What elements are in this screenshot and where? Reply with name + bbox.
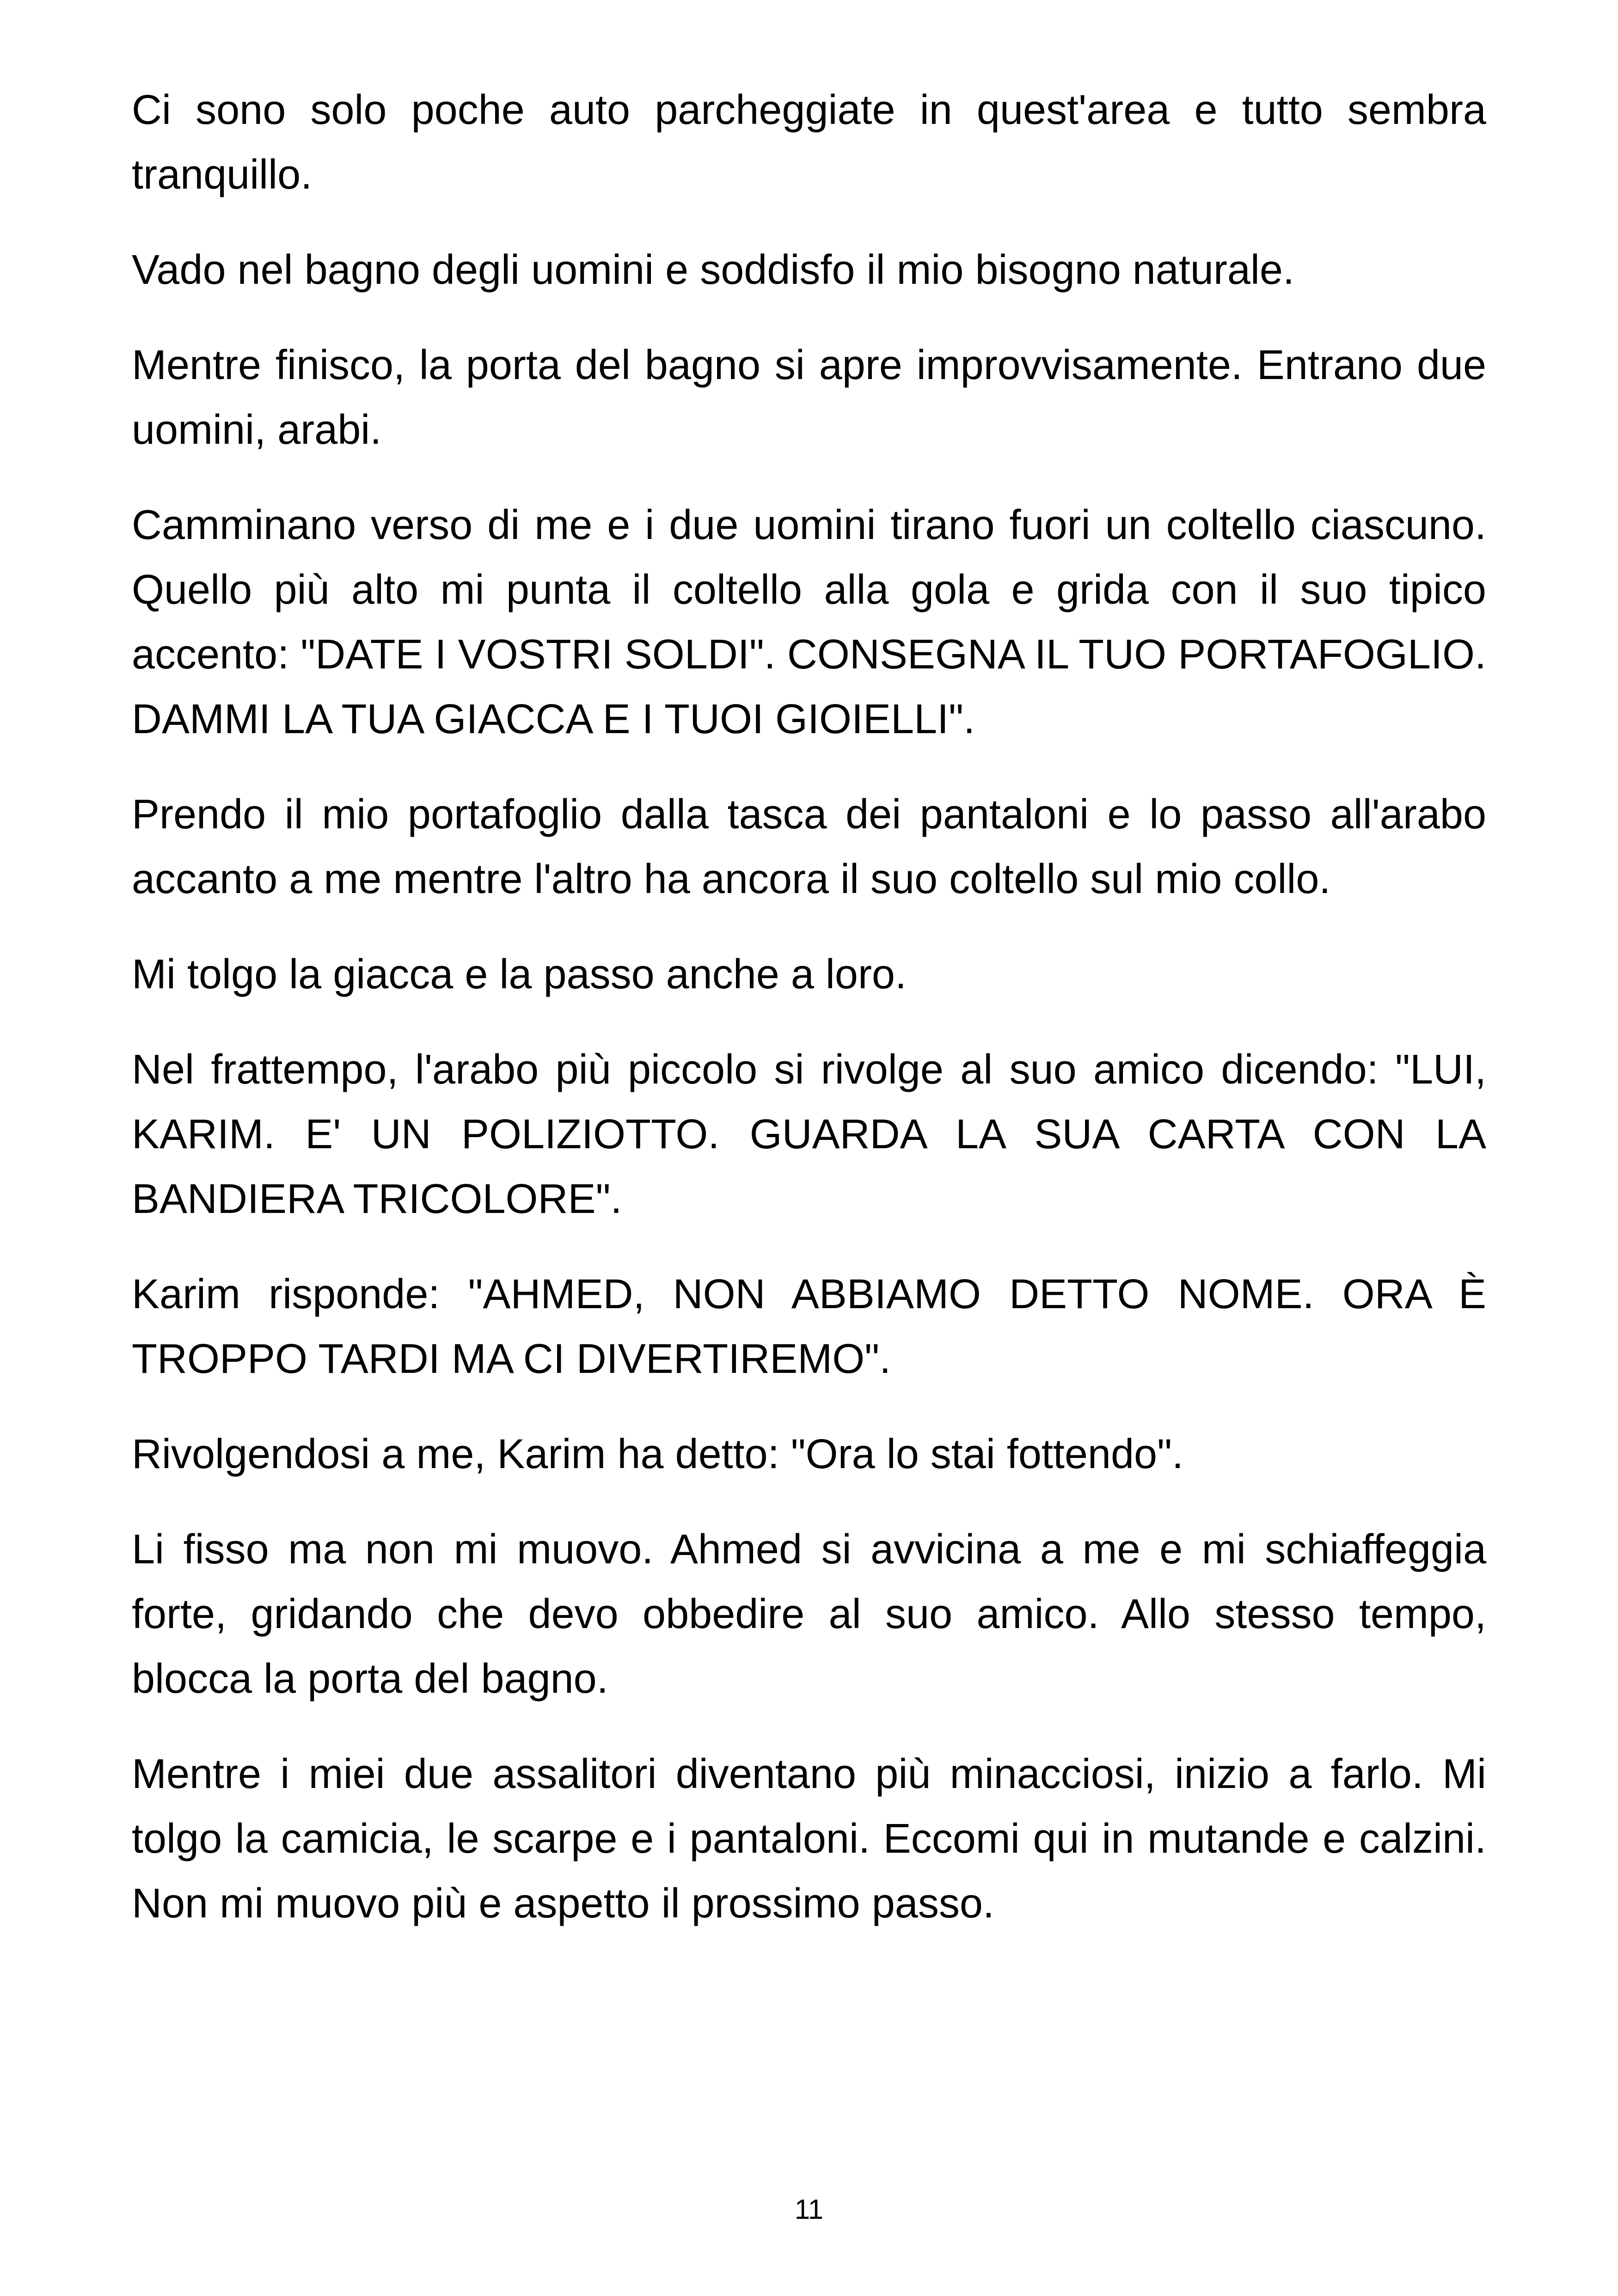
paragraph: Rivolgendosi a me, Karim ha detto: "Ora lo stai fottendo". — [132, 1431, 1184, 1477]
paragraph: Karim risponde: "AHMED, NON ABBIAMO DETTO NOME. ORA È TROPPO TARDI MA CI DIVERTIREMO". — [132, 1271, 1486, 1382]
body-text — [132, 78, 1486, 1966]
paragraph: Prendo il mio portafoglio dalla tasca dei pantaloni e lo passo all'arabo accanto a me mentre l'altro ha ancora il suo coltello sul mio collo. — [132, 791, 1486, 902]
paragraph: Vado nel bagno degli uomini e soddisfo il mio bisogno naturale. — [132, 247, 1294, 293]
paragraph: Li fisso ma non mi muovo. Ahmed si avvicina a me e mi schiaffeggia forte, gridando che devo obbedire al suo amico. Allo stesso tempo, blocca la porta del bagno. — [132, 1526, 1486, 1702]
paragraph: Nel frattempo, l'arabo più piccolo si rivolge al suo amico dicendo: "LUI, KARIM. E' UN POLIZIOTTO. GUARDA LA SUA CARTA CON LA BANDIERA TRICOLORE". — [132, 1047, 1486, 1222]
paragraph: Mentre finisco, la porta del bagno si apre improvvisamente. Entrano due uomini, arabi. — [132, 342, 1486, 453]
page-number: 11 — [794, 2194, 824, 2225]
paragraph: Ci sono solo poche auto parcheggiate in quest'area e tutto sembra tranquillo. — [132, 87, 1486, 198]
paragraph: Mentre i miei due assalitori diventano più minacciosi, inizio a farlo. Mi tolgo la camicia, le scarpe e i pantaloni. Eccomi qui in mutande e calzini. Non mi muovo più e aspetto il prossimo passo. — [132, 1751, 1486, 1927]
paragraph: Mi tolgo la giacca e la passo anche a loro. — [132, 951, 907, 998]
paragraph: Camminano verso di me e i due uomini tirano fuori un coltello ciascuno. Quello più alto mi punta il coltello alla gola e grida con il suo tipico accento: "DATE I VOSTRI SOLDI". CONSEGNA IL TUO PORTAFOGLIO. DAMMI LA TUA GIACCA E I TUOI GIOIELLI". — [132, 502, 1486, 742]
